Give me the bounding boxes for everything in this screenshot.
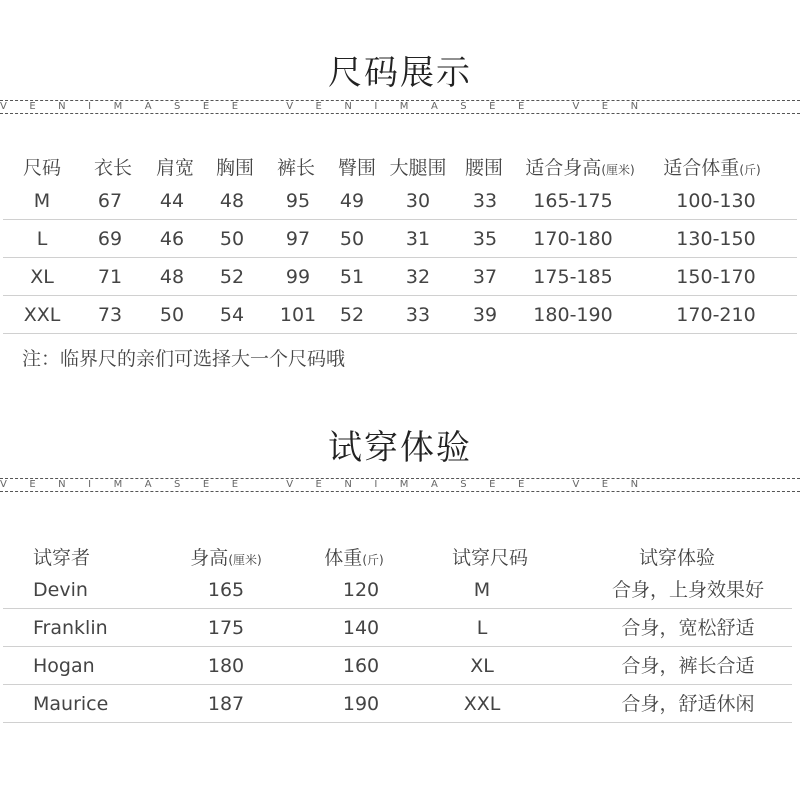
cell-chest: 50 bbox=[219, 228, 245, 250]
cell-chest: 54 bbox=[219, 304, 245, 326]
brand-band-top bbox=[0, 100, 800, 114]
row-divider bbox=[3, 722, 792, 723]
table-row bbox=[0, 613, 800, 643]
header-tester-weight bbox=[324, 543, 383, 573]
table-row bbox=[0, 224, 800, 254]
cell-chest: 52 bbox=[219, 266, 245, 288]
cell-tester: Hogan bbox=[33, 655, 95, 677]
header-hip: 臀围 bbox=[337, 157, 377, 179]
cell-weight: 150-170 bbox=[676, 266, 756, 288]
header-tester-height-label: 身高 bbox=[190, 547, 229, 569]
cell-feedback: 合身，上身效果好 bbox=[611, 579, 765, 601]
cell-length: 73 bbox=[97, 304, 123, 326]
cell-hip: 52 bbox=[339, 304, 365, 326]
header-chest: 胸围 bbox=[215, 157, 255, 179]
cell-weight: 160 bbox=[342, 655, 380, 677]
cell-pants: 97 bbox=[285, 228, 311, 250]
header-weight-label: 适合体重 bbox=[663, 157, 740, 179]
header-tester: 试穿者 bbox=[33, 547, 91, 569]
cell-thigh: 31 bbox=[405, 228, 431, 250]
size-table bbox=[0, 153, 800, 343]
table-row bbox=[0, 689, 800, 719]
brand-band-text: VENIMASEE VENIMASEE VEN bbox=[0, 101, 661, 112]
cell-feedback: 合身，裤长合适 bbox=[621, 655, 755, 677]
cell-height: 165 bbox=[207, 579, 245, 601]
cell-length: 71 bbox=[97, 266, 123, 288]
cell-size: M bbox=[473, 579, 491, 601]
cell-feedback: 合身，舒适休闲 bbox=[621, 693, 755, 715]
cell-shoulder: 48 bbox=[159, 266, 185, 288]
cell-height: 180 bbox=[207, 655, 245, 677]
cell-tester: Franklin bbox=[33, 617, 108, 639]
cell-pants: 95 bbox=[285, 190, 311, 212]
table-row bbox=[0, 186, 800, 216]
cell-size: XXL bbox=[23, 304, 61, 326]
cell-tester: Devin bbox=[33, 579, 88, 601]
cell-length: 69 bbox=[97, 228, 123, 250]
cell-weight: 130-150 bbox=[676, 228, 756, 250]
cell-waist: 37 bbox=[472, 266, 498, 288]
size-note: 注：临界尺的亲们可选择大一个尺码哦 bbox=[22, 348, 346, 370]
row-divider bbox=[3, 608, 792, 609]
header-height-unit: (厘米) bbox=[601, 163, 635, 177]
header-height bbox=[525, 153, 634, 183]
cell-shoulder: 50 bbox=[159, 304, 185, 326]
cell-hip: 51 bbox=[339, 266, 365, 288]
header-shoulder: 肩宽 bbox=[155, 157, 195, 179]
cell-height: 175-185 bbox=[533, 266, 613, 288]
header-length: 衣长 bbox=[93, 157, 133, 179]
header-tester-height-unit: (厘米) bbox=[228, 553, 262, 567]
cell-weight: 170-210 bbox=[676, 304, 756, 326]
cell-height: 180-190 bbox=[533, 304, 613, 326]
cell-height: 170-180 bbox=[533, 228, 613, 250]
header-pants: 裤长 bbox=[276, 157, 316, 179]
cell-length: 67 bbox=[97, 190, 123, 212]
cell-pants: 101 bbox=[279, 304, 317, 326]
cell-pants: 99 bbox=[285, 266, 311, 288]
cell-height: 175 bbox=[207, 617, 245, 639]
size-table-header bbox=[0, 153, 800, 183]
header-thigh: 大腿围 bbox=[389, 157, 447, 179]
header-weight bbox=[663, 153, 760, 183]
try-on-title: 试穿体验 bbox=[328, 428, 472, 468]
header-waist: 腰围 bbox=[464, 157, 504, 179]
table-row bbox=[0, 300, 800, 330]
table-row bbox=[0, 575, 800, 605]
cell-size: M bbox=[33, 190, 51, 212]
header-size: 尺码 bbox=[22, 157, 62, 179]
dashed-rule bbox=[0, 113, 800, 114]
table-row bbox=[0, 262, 800, 292]
cell-thigh: 32 bbox=[405, 266, 431, 288]
cell-weight: 190 bbox=[342, 693, 380, 715]
cell-size: XL bbox=[30, 266, 54, 288]
cell-hip: 50 bbox=[339, 228, 365, 250]
cell-waist: 33 bbox=[472, 190, 498, 212]
row-divider bbox=[3, 646, 792, 647]
cell-hip: 49 bbox=[339, 190, 365, 212]
brand-band-text: VENIMASEE VENIMASEE VEN bbox=[0, 479, 661, 490]
cell-waist: 39 bbox=[472, 304, 498, 326]
row-divider bbox=[3, 684, 792, 685]
row-divider bbox=[3, 257, 797, 258]
header-tester-weight-label: 体重 bbox=[324, 547, 363, 569]
cell-size: L bbox=[476, 617, 488, 639]
cell-feedback: 合身，宽松舒适 bbox=[621, 617, 755, 639]
cell-tester: Maurice bbox=[33, 693, 109, 715]
try-on-table-header bbox=[0, 543, 800, 573]
cell-thigh: 33 bbox=[405, 304, 431, 326]
header-tested-size: 试穿尺码 bbox=[451, 547, 529, 569]
size-chart-title: 尺码展示 bbox=[328, 53, 472, 93]
header-tester-height bbox=[190, 543, 261, 573]
try-on-table bbox=[0, 543, 800, 733]
cell-shoulder: 46 bbox=[159, 228, 185, 250]
cell-chest: 48 bbox=[219, 190, 245, 212]
cell-weight: 120 bbox=[342, 579, 380, 601]
header-feedback: 试穿体验 bbox=[638, 547, 716, 569]
cell-size: XL bbox=[470, 655, 494, 677]
dashed-rule bbox=[0, 491, 800, 492]
cell-height: 187 bbox=[207, 693, 245, 715]
cell-waist: 35 bbox=[472, 228, 498, 250]
cell-weight: 100-130 bbox=[676, 190, 756, 212]
cell-height: 165-175 bbox=[533, 190, 613, 212]
cell-thigh: 30 bbox=[405, 190, 431, 212]
row-divider bbox=[3, 333, 797, 334]
cell-shoulder: 44 bbox=[159, 190, 185, 212]
row-divider bbox=[3, 219, 797, 220]
row-divider bbox=[3, 295, 797, 296]
cell-size: L bbox=[36, 228, 48, 250]
cell-weight: 140 bbox=[342, 617, 380, 639]
header-height-label: 适合身高 bbox=[525, 157, 602, 179]
cell-size: XXL bbox=[463, 693, 501, 715]
header-weight-unit: (斤) bbox=[739, 163, 761, 177]
table-row bbox=[0, 651, 800, 681]
header-tester-weight-unit: (斤) bbox=[362, 553, 384, 567]
brand-band-bottom bbox=[0, 478, 800, 492]
